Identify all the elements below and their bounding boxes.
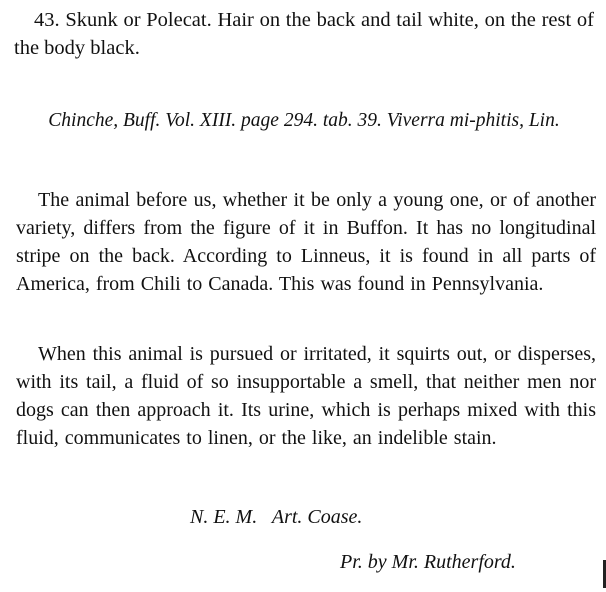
paragraph-behaviour: When this animal is pursued or irritated, it squirts out, or disperses, with its tail, a fluid of so insupportable a smell, that neither men nor dogs can then approach it. Its urine, which is perhaps mixed with this fluid, communicates to linen, or the like, an indelible stain. [16,343,596,449]
entry-heading: 43. Skunk or Polecat. Hair on the back and tail white, on the rest of the body black. [14,9,594,59]
signature-line: N. E. M. Art. Coase. [190,506,363,528]
citation: Chinche, Buff. Vol. XIII. page 294. tab. 39. Viverra mi-phitis, Lin. [48,110,560,131]
paragraph-description: The animal before us, whether it be only a young one, or of another variety, differs from the figure of it in Buffon. It has no longitudinal stripe on the back. According to Linneus, it is found in all parts of America, from Chili to Canada. This was found in Pennsylvania. [16,189,596,295]
printer-line: Pr. by Mr. Rutherford. [340,551,516,573]
